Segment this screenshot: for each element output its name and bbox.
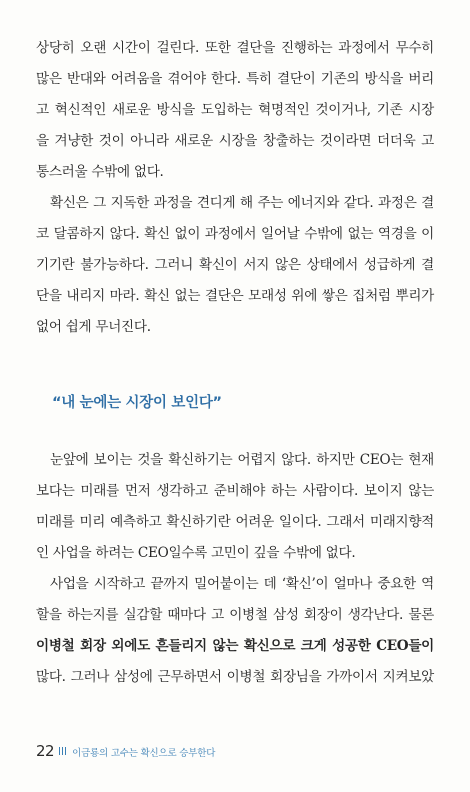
section-1 — [36, 33, 434, 343]
text-line-bold: 이병철 회장 외에도 흔들리지 않는 확신으로 크게 성공한 CEO들이 — [36, 638, 434, 654]
text-line: 사업을 시작하고 끝까지 밀어붙이는 데 ‘확신’이 얼마나 중요한 역 — [50, 576, 434, 592]
text-line: 단을 내리지 마라. 확신 없는 결단은 모래성 위에 쌓은 집처럼 뿌리가 — [36, 288, 434, 304]
text-line: 많은 반대와 어려움을 겪어야 한다. 특히 결단이 기존의 방식을 버리 — [36, 71, 434, 87]
section-2 — [36, 445, 434, 693]
page-footer — [36, 742, 215, 760]
text-line: 고 혁신적인 새로운 방식을 도입하는 혁명적인 것이거나, 기존 시장 — [36, 102, 434, 118]
text-line: 미래를 미리 예측하고 확신하기란 어려운 일이다. 그래서 미래지향적 — [36, 514, 434, 530]
text-line: 확신은 그 지독한 과정을 견디게 해 주는 에너지와 같다. 과정은 결 — [50, 195, 434, 211]
page-number: 22 — [36, 742, 55, 760]
text-line: 할을 하는지를 실감할 때마다 고 이병철 삼성 회장이 생각난다. 물론 — [36, 607, 434, 623]
paragraph — [36, 445, 434, 569]
running-title: 이금룡의 고수는 확신으로 승부한다 — [72, 748, 216, 759]
text-line: 인 사업을 하려는 CEO일수록 고민이 깊을 수밖에 없다. — [36, 545, 356, 561]
text-line: 보다는 미래를 먼저 생각하고 준비해야 하는 사람이다. 보이지 않는 — [36, 483, 434, 499]
paragraph — [36, 188, 434, 343]
paragraph — [36, 33, 434, 188]
text-line: 없어 쉽게 무너진다. — [36, 319, 151, 335]
text-line: 상당히 오랜 시간이 걸린다. 또한 결단을 진행하는 과정에서 무수히 — [36, 40, 434, 56]
divider-bars-icon — [59, 747, 66, 755]
section-heading: “내 눈에는 시장이 보인다” — [52, 395, 222, 411]
text-line: 을 겨냥한 것이 아니라 새로운 시장을 창출하는 것이라면 더더욱 고 — [36, 133, 434, 149]
text-line: 코 달콤하지 않다. 확신 없이 과정에서 일어날 수밖에 없는 역경을 이 — [36, 226, 434, 242]
text-line: 기기란 불가능하다. 그러니 확신이 서지 않은 상태에서 성급하게 결 — [36, 257, 434, 273]
text-line: 눈앞에 보이는 것을 확신하기는 어렵지 않다. 하지만 CEO는 현재 — [50, 452, 434, 468]
text-line: 통스러울 수밖에 없다. — [36, 164, 164, 180]
paragraph — [36, 569, 434, 693]
text-line: 많다. 그러나 삼성에 근무하면서 이병철 회장님을 가까이서 지켜보았 — [36, 669, 434, 685]
